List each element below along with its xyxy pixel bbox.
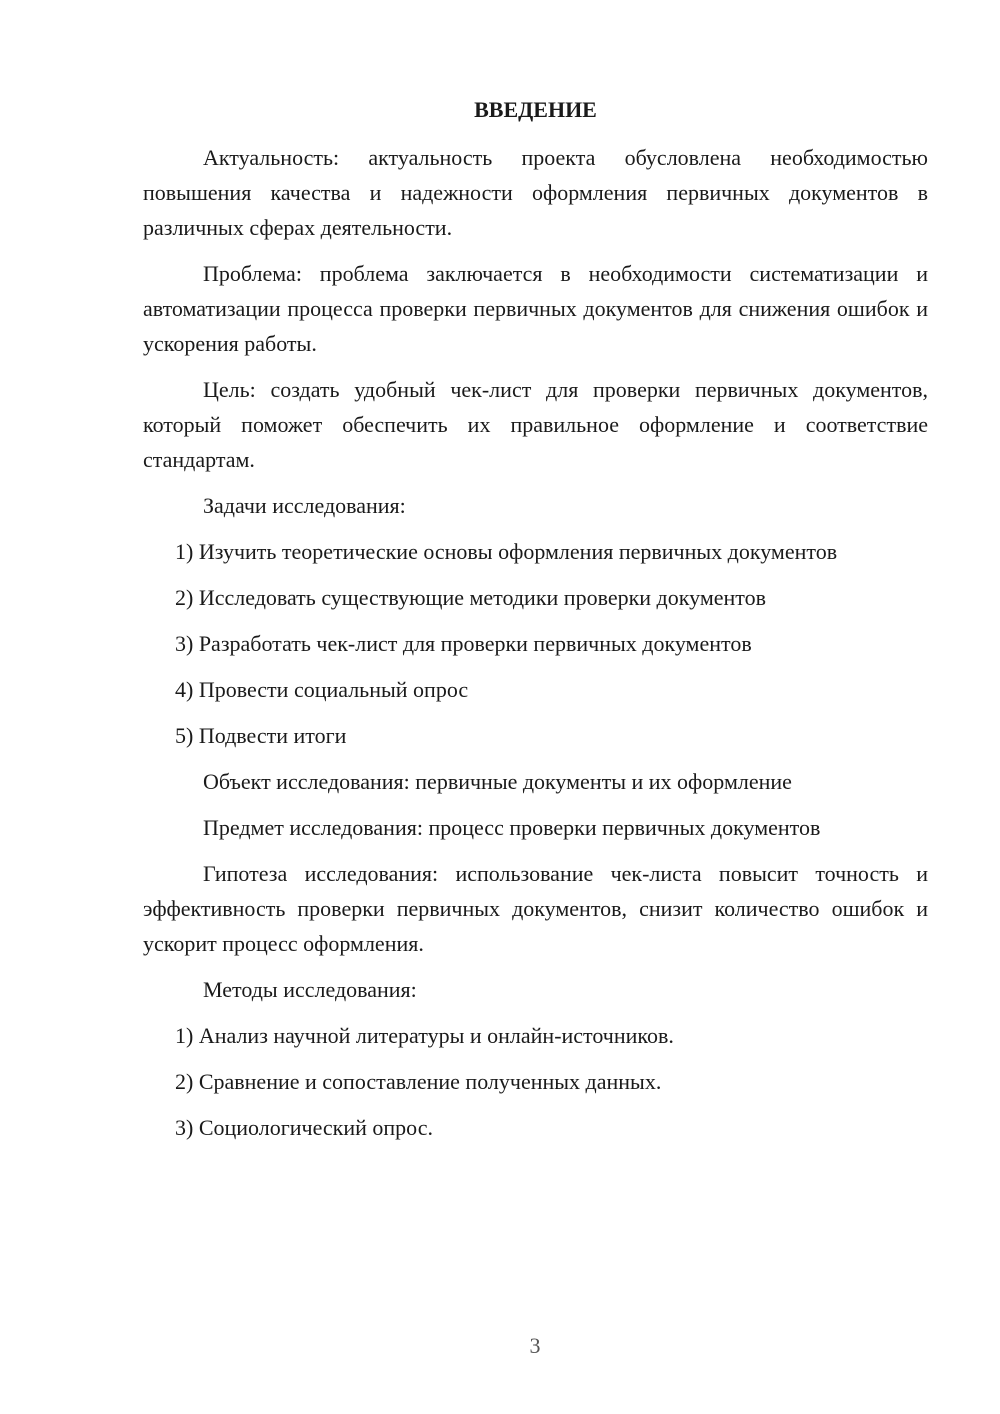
page-number: 3 [529,1333,541,1358]
research-object: Объект исследования: первичные документы и их оформление [203,769,792,794]
research-subject: Предмет исследования: процесс проверки первичных документов [203,815,821,840]
relevance-paragraph: Актуальность: актуальность проекта обусловлена необходимостью повышения качества и надежности оформления первичных документов в различных сферах деятельности. [143,145,928,240]
methods-heading: Методы исследования: [203,977,417,1002]
problem-paragraph: Проблема: проблема заключается в необходимости систематизации и автоматизации процесса проверки первичных документов для снижения ошибок и ускорения работы. [143,261,928,356]
method-item: 3) Социологический опрос. [175,1115,433,1140]
section-title: ВВЕДЕНИЕ [474,97,597,122]
hypothesis-paragraph: Гипотеза исследования: использование чек-листа повысит точность и эффективность проверки первичных документов, снизит количество ошибок и ускорит процесс оформления. [143,861,928,956]
task-item: 3) Разработать чек-лист для проверки первичных документов [175,631,752,656]
method-item: 2) Сравнение и сопоставление полученных данных. [175,1069,662,1094]
goal-paragraph: Цель: создать удобный чек-лист для проверки первичных документов, который поможет обеспечить их правильное оформление и соответствие стандартам. [143,377,928,472]
tasks-heading: Задачи исследования: [203,493,406,518]
task-item: 2) Исследовать существующие методики проверки документов [175,585,767,610]
method-item: 1) Анализ научной литературы и онлайн-источников. [175,1023,674,1048]
task-item: 1) Изучить теоретические основы оформления первичных документов [175,539,838,564]
page-content [143,90,928,1156]
task-item: 4) Провести социальный опрос [175,677,469,702]
task-item: 5) Подвести итоги [175,723,347,748]
